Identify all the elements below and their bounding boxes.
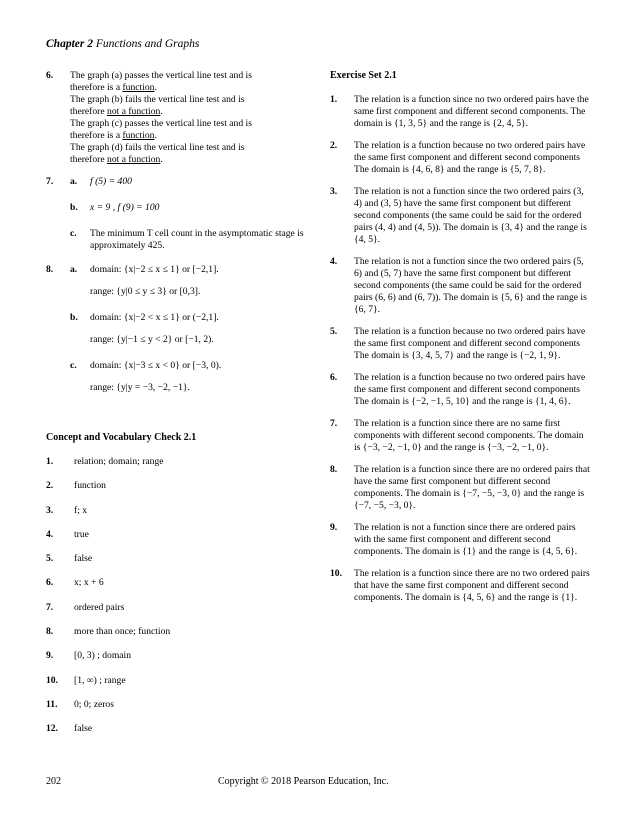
item-number: 7.: [330, 418, 338, 429]
item-number: 9.: [46, 650, 54, 662]
item-number: 10.: [46, 674, 58, 686]
line-text: therefore: [70, 106, 108, 117]
item-number: 4.: [330, 256, 338, 267]
line-punct: .: [154, 82, 157, 93]
underlined-term: not a function: [107, 154, 161, 165]
item-text: The relation is a function because no two ordered pairs have the same first component and different second components The domain is {3, 4, 5, 7} and the range is {−2, 1, 9}.: [354, 326, 586, 361]
list-item: [330, 256, 592, 316]
line-punct: .: [154, 130, 157, 141]
list-item: [330, 186, 592, 246]
right-column: [330, 70, 592, 614]
list-item: [330, 372, 592, 408]
item-text: The relation is a function since there are no ordered pairs that have the same first component but different second components. The domain is {−7, −5, −3, 0} and the range is {−7, −5, −3, 0}.: [354, 464, 590, 511]
underlined-term: not a function: [107, 106, 161, 117]
list-item: [330, 568, 592, 604]
item-text: true: [74, 528, 89, 540]
item-text: x; x + 6: [74, 577, 104, 589]
list-item: [46, 505, 308, 517]
part-text: f (5) = 400: [90, 176, 132, 187]
domain-text: domain: {x|−3 ≤ x < 0} or [−3, 0).: [90, 360, 222, 371]
answer-7-body: [70, 176, 308, 252]
line-text: The graph (a) passes the vertical line test and is: [70, 70, 252, 81]
item-number: 10.: [330, 568, 342, 579]
page-header: [46, 38, 199, 50]
answer-6-line: [70, 142, 308, 154]
answer-6-line: [70, 118, 308, 130]
underlined-term: function: [122, 130, 155, 141]
list-item: [46, 675, 308, 687]
part-label: c.: [70, 360, 77, 371]
domain-text: domain: {x|−2 ≤ x ≤ 1} or [−2,1].: [90, 264, 219, 275]
exercise-list: [330, 94, 592, 604]
vocab-check-list: [46, 456, 308, 735]
page-number: 202: [46, 776, 61, 787]
item-number: 8.: [46, 626, 54, 638]
item-number: 9.: [330, 522, 338, 533]
list-item: [330, 326, 592, 362]
item-text: relation; domain; range: [74, 456, 164, 467]
item-number: 7.: [46, 601, 54, 613]
answer-8: [46, 264, 308, 394]
answer-6: [46, 70, 308, 166]
answer-6-line: [70, 154, 308, 166]
item-number: 5.: [330, 326, 338, 337]
answer-number: 6.: [46, 70, 54, 81]
item-text: The relation is not a function since the two ordered pairs (5, 6) and (5, 7) have the same first component but different second components (the same could be said for the ordered pairs (6, 6) and (6, 7)). The domain is {5, 6} and the range is {6, 7}.: [354, 256, 587, 315]
item-text: ordered pairs: [74, 601, 125, 613]
underlined-term: function: [122, 82, 155, 93]
item-number: 2.: [330, 140, 338, 151]
list-item: [330, 418, 592, 454]
line-text: therefore is a: [70, 82, 123, 93]
list-item: [330, 522, 592, 558]
item-number: 2.: [46, 480, 54, 492]
list-item: [46, 699, 308, 711]
item-number: 11.: [46, 698, 58, 710]
list-item: [46, 602, 308, 614]
item-number: 1.: [330, 94, 338, 105]
answer-6-line: [70, 70, 308, 82]
chapter-title: Functions and Graphs: [95, 38, 200, 50]
part-label: a.: [70, 264, 78, 275]
part-text: x = 9 , f (9) = 100: [90, 202, 160, 213]
list-item: [330, 464, 592, 512]
item-number: 3.: [46, 504, 54, 516]
answer-number: 8.: [46, 264, 54, 275]
answer-6-body: [70, 70, 308, 166]
list-item: [46, 626, 308, 638]
list-item: [46, 529, 308, 541]
answer-7: [46, 176, 308, 252]
answer-6-line: [70, 130, 308, 142]
part-text: The minimum T cell count in the asymptomatic stage is approximately 425.: [90, 228, 304, 251]
item-text: The relation is a function since there are no two ordered pairs that have the same first component and different second components. The domain is {4, 5, 6} and the range is {1}.: [354, 568, 590, 603]
item-text: The relation is a function because no two ordered pairs have the same first component and different second components The domain is {−2, −1, 5, 10} and the range is {1, 4, 6}.: [354, 372, 586, 407]
part-label: b.: [70, 312, 78, 323]
left-column: [46, 70, 308, 748]
item-text: The relation is not a function since there are ordered pairs with the same first component and different second components. The domain is {1} and the range is {4, 5, 6}.: [354, 522, 578, 557]
answer-6-line: [70, 82, 308, 94]
item-text: 0; 0; zeros: [74, 698, 114, 710]
line-text: The graph (c) passes the vertical line test and is: [70, 118, 252, 129]
part-label: c.: [70, 228, 77, 239]
list-item: [46, 480, 308, 492]
line-text: therefore: [70, 154, 108, 165]
item-text: f; x: [74, 504, 88, 516]
item-number: 4.: [46, 528, 54, 540]
item-text: function: [74, 480, 106, 492]
list-item: [46, 723, 308, 735]
item-number: 8.: [330, 464, 338, 475]
item-text: false: [74, 553, 93, 565]
item-number: 6.: [46, 577, 54, 589]
range-text: range: {y|−1 ≤ y < 2} or [−1, 2).: [90, 334, 214, 345]
item-number: 5.: [46, 553, 54, 565]
list-item: [46, 456, 308, 468]
domain-text: domain: {x|−2 < x ≤ 1} or (−2,1].: [90, 312, 219, 323]
section-heading: Exercise Set 2.1: [330, 70, 397, 81]
range-text: range: {y|y = −3, −2, −1}.: [90, 382, 190, 393]
item-text: The relation is a function since there are no same first components with different second components. The domain is {−3, −2, −1, 0} and the range is {−3, −2, −1, 0}.: [354, 418, 584, 453]
item-number: 1.: [46, 456, 54, 467]
item-text: [1, ∞) ; range: [74, 674, 126, 686]
list-item: [46, 577, 308, 589]
line-punct: .: [160, 154, 163, 165]
part-label: b.: [70, 202, 78, 213]
item-text: The relation is a function since no two ordered pairs have the same first component and different second components. The domain is {1, 3, 5} and the range is {2, 4, 5}.: [354, 94, 589, 129]
part-label: a.: [70, 176, 78, 187]
answer-6-line: [70, 106, 308, 118]
item-number: 3.: [330, 186, 338, 197]
copyright-text: Copyright © 2018 Pearson Education, Inc.: [218, 776, 389, 787]
answer-6-line: [70, 94, 308, 106]
list-item: [330, 94, 592, 130]
line-text: therefore is a: [70, 130, 123, 141]
list-item: [330, 140, 592, 176]
list-item: [46, 553, 308, 565]
line-punct: .: [160, 106, 163, 117]
item-text: The relation is not a function since the two ordered pairs (3, 4) and (3, 5) have the same first component but different second components (the same could be said for the ordered pairs (4, 4) and (4, 5)). The domain is {3, 4} and the range is {4, 5}.: [354, 186, 587, 245]
range-text: range: {y|0 ≤ y ≤ 3} or [0,3].: [90, 286, 201, 297]
item-text: The relation is a function because no two ordered pairs have the same first component and different second components The domain is {4, 6, 8} and the range is {5, 7, 8}.: [354, 140, 586, 175]
item-text: [0, 3) ; domain: [74, 650, 132, 662]
item-number: 6.: [330, 372, 338, 383]
answer-8-body: [70, 264, 308, 394]
item-text: more than once; function: [74, 626, 171, 638]
answer-number: 7.: [46, 176, 54, 187]
chapter-label: Chapter 2: [46, 38, 93, 50]
list-item: [46, 650, 308, 662]
section-heading: Concept and Vocabulary Check 2.1: [46, 432, 197, 443]
line-text: The graph (b) fails the vertical line test and is: [70, 94, 245, 105]
item-number: 12.: [46, 723, 58, 735]
item-text: false: [74, 723, 93, 735]
line-text: The graph (d) fails the vertical line test and is: [70, 142, 245, 153]
